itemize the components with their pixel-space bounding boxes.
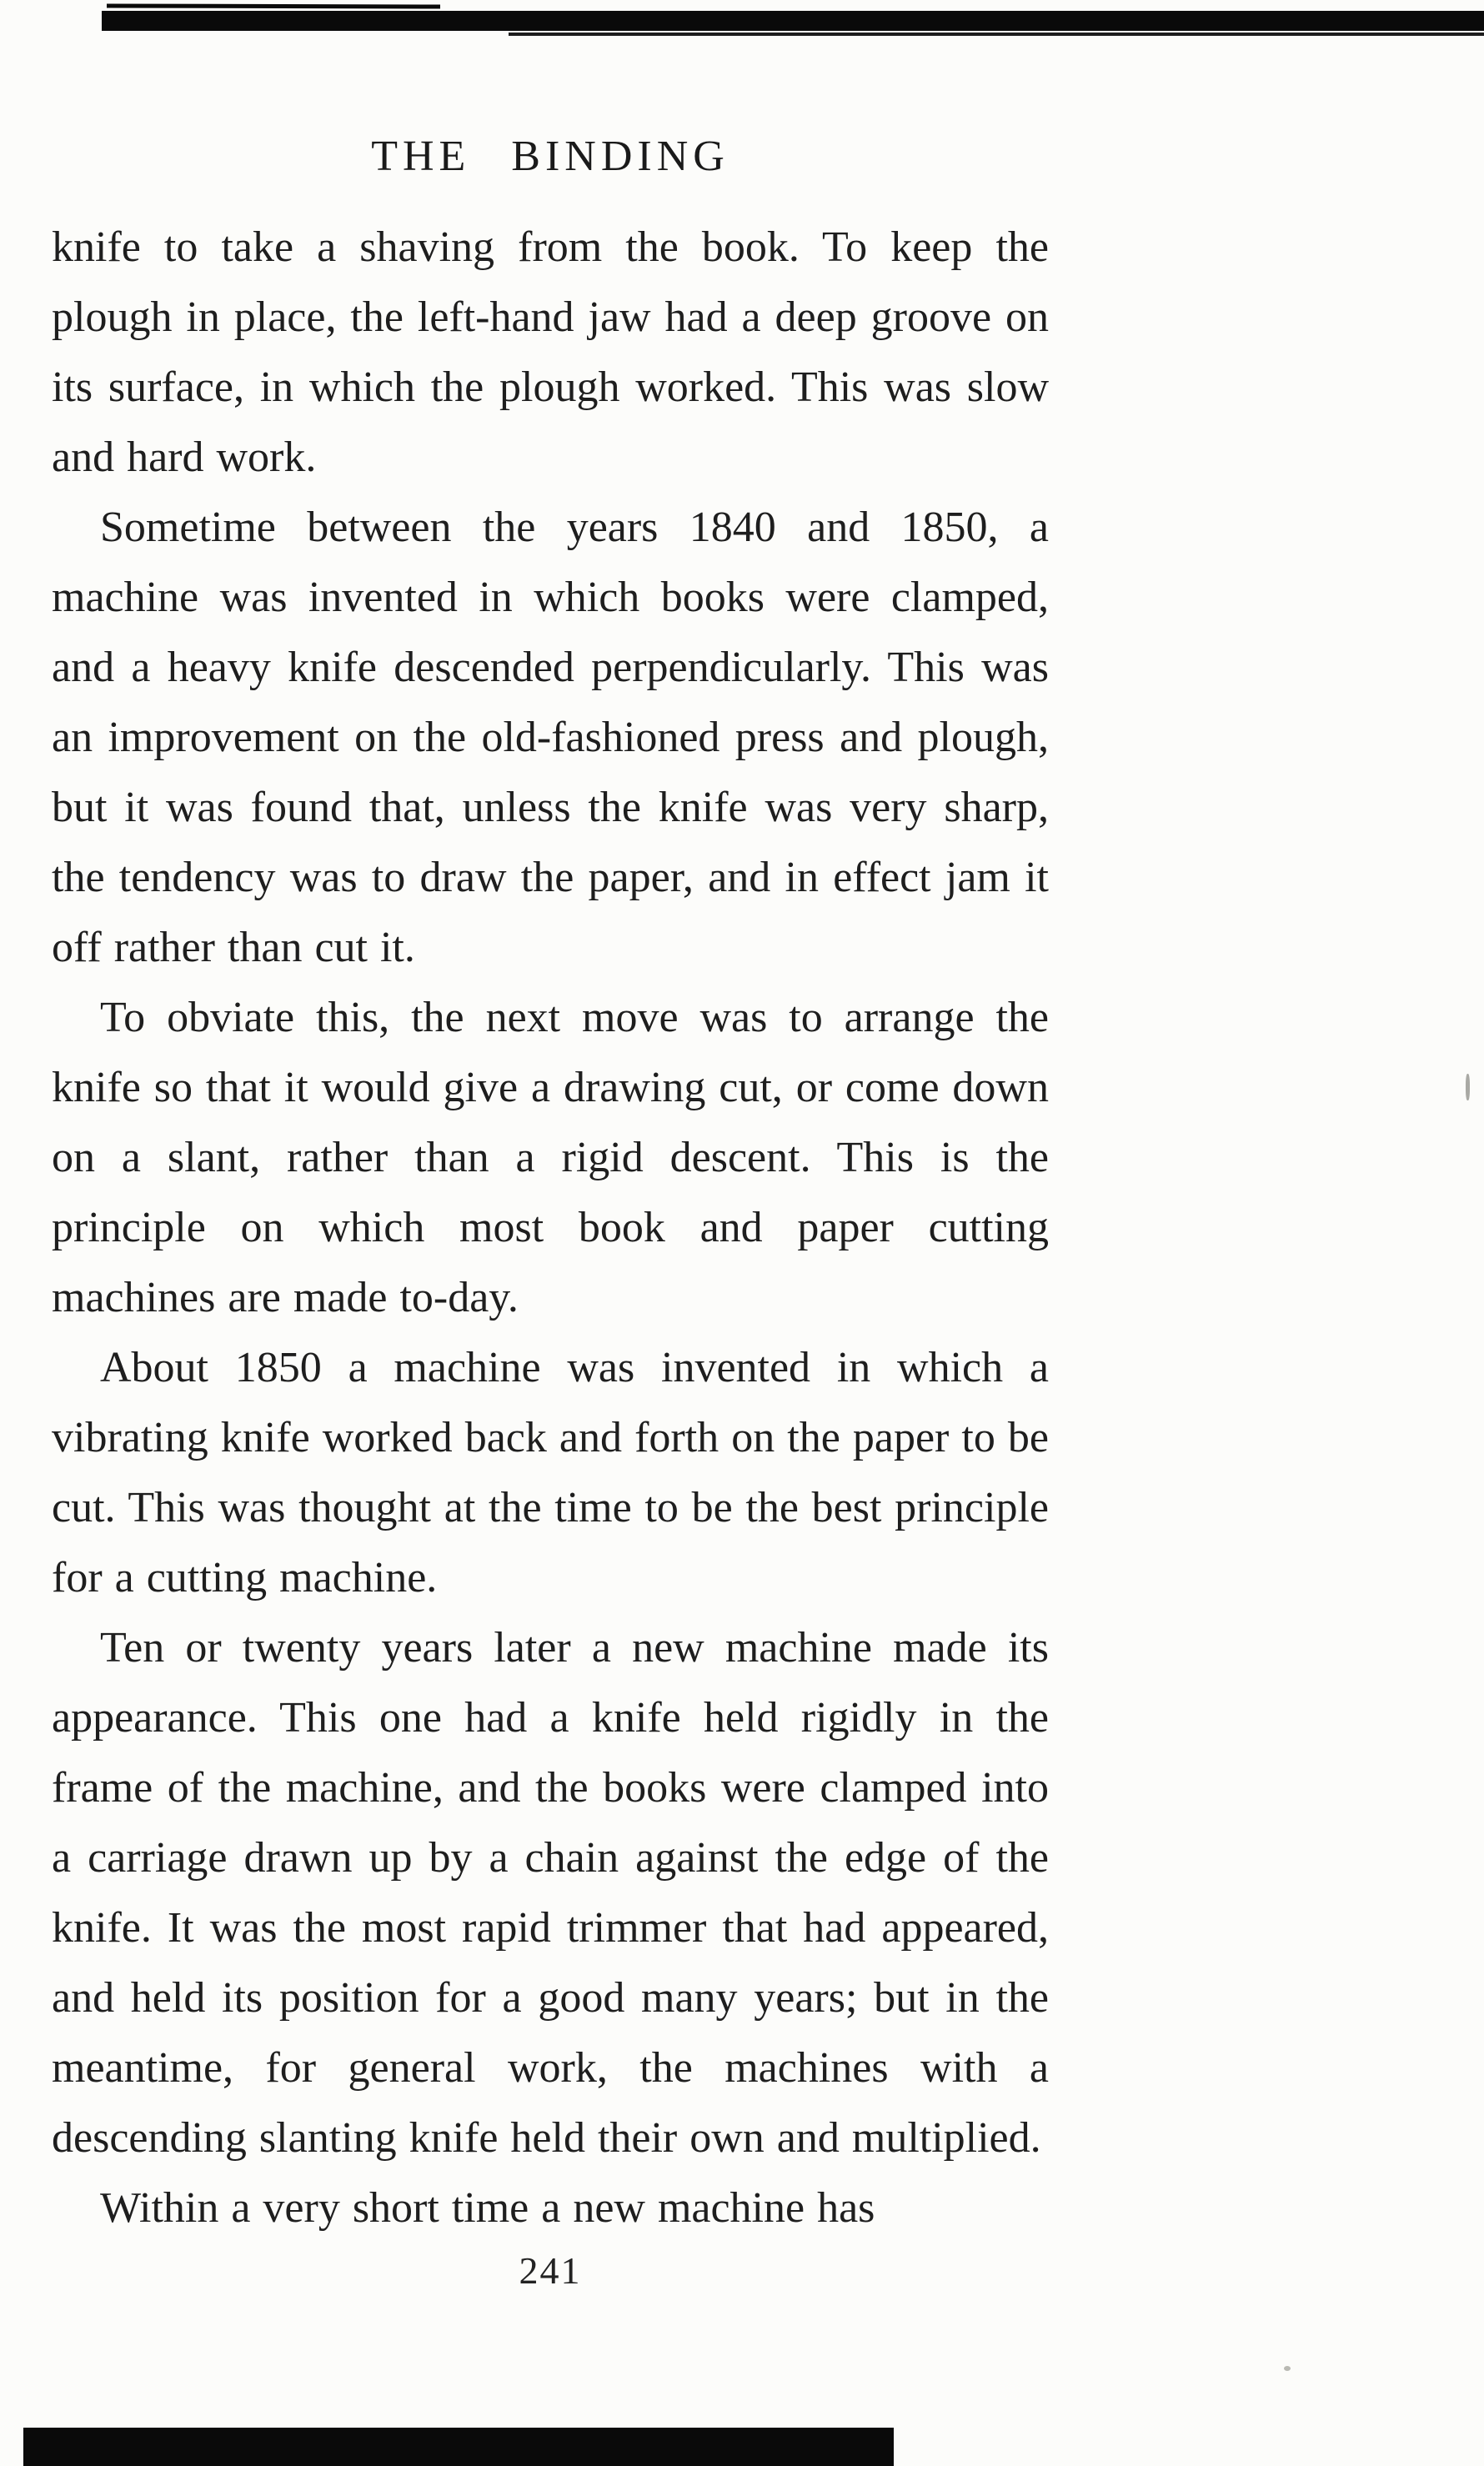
paragraph-4: About 1850 a machine was invented in which a vibrating knife worked back and forth on the paper to be cut. This was thought at the time to be the best principle for a cutting machine. bbox=[52, 1344, 1049, 1601]
scan-artifact-top-line bbox=[107, 3, 440, 8]
scan-artifact-edge-mark bbox=[1466, 1074, 1470, 1100]
page-number: 241 bbox=[519, 2249, 582, 2292]
paragraph-1: knife to take a shaving from the book. To keep the plough in place, the left-hand jaw had a deep groove on its surface, in which the plough worked. This was slow and hard work. bbox=[52, 223, 1049, 481]
text-block bbox=[52, 132, 1049, 2293]
paragraph-6: Within a very short time a new machine has bbox=[100, 2184, 875, 2232]
scan-artifact-bottom-bar bbox=[23, 2428, 894, 2466]
running-head: THE BINDING bbox=[371, 133, 729, 180]
paragraph-3: To obviate this, the next move was to arrange the knife so that it would give a drawing cut, or come down on a slant, rather than a rigid descent. This is the principle on which most book and paper cutting machines are made to-day. bbox=[52, 994, 1049, 1321]
scan-artifact-edge-dot bbox=[1284, 2366, 1291, 2371]
scan-artifact-top-underline bbox=[509, 33, 1484, 36]
paragraph-2: Sometime between the years 1840 and 1850, a machine was invented in which books were clamped, and a heavy knife descended perpendicularly. This was an improvement on the old-fashioned press and plough, but it was found that, unless the knife was very sharp, the tendency was to draw the paper, and in effect jam it off rather than cut it. bbox=[52, 504, 1049, 971]
scan-artifact-top-bar bbox=[102, 11, 1484, 31]
paragraph-5: Ten or twenty years later a new machine made its appearance. This one had a knife held rigidly in the frame of the machine, and the books were clamped into a carriage drawn up by a chain against the edge of the knife. It was the most rapid trimmer that had appeared, and held its position for a good many years; but in the meantime, for general work, the machines with a descending slanting knife held their own and multiplied. bbox=[52, 1624, 1049, 2162]
